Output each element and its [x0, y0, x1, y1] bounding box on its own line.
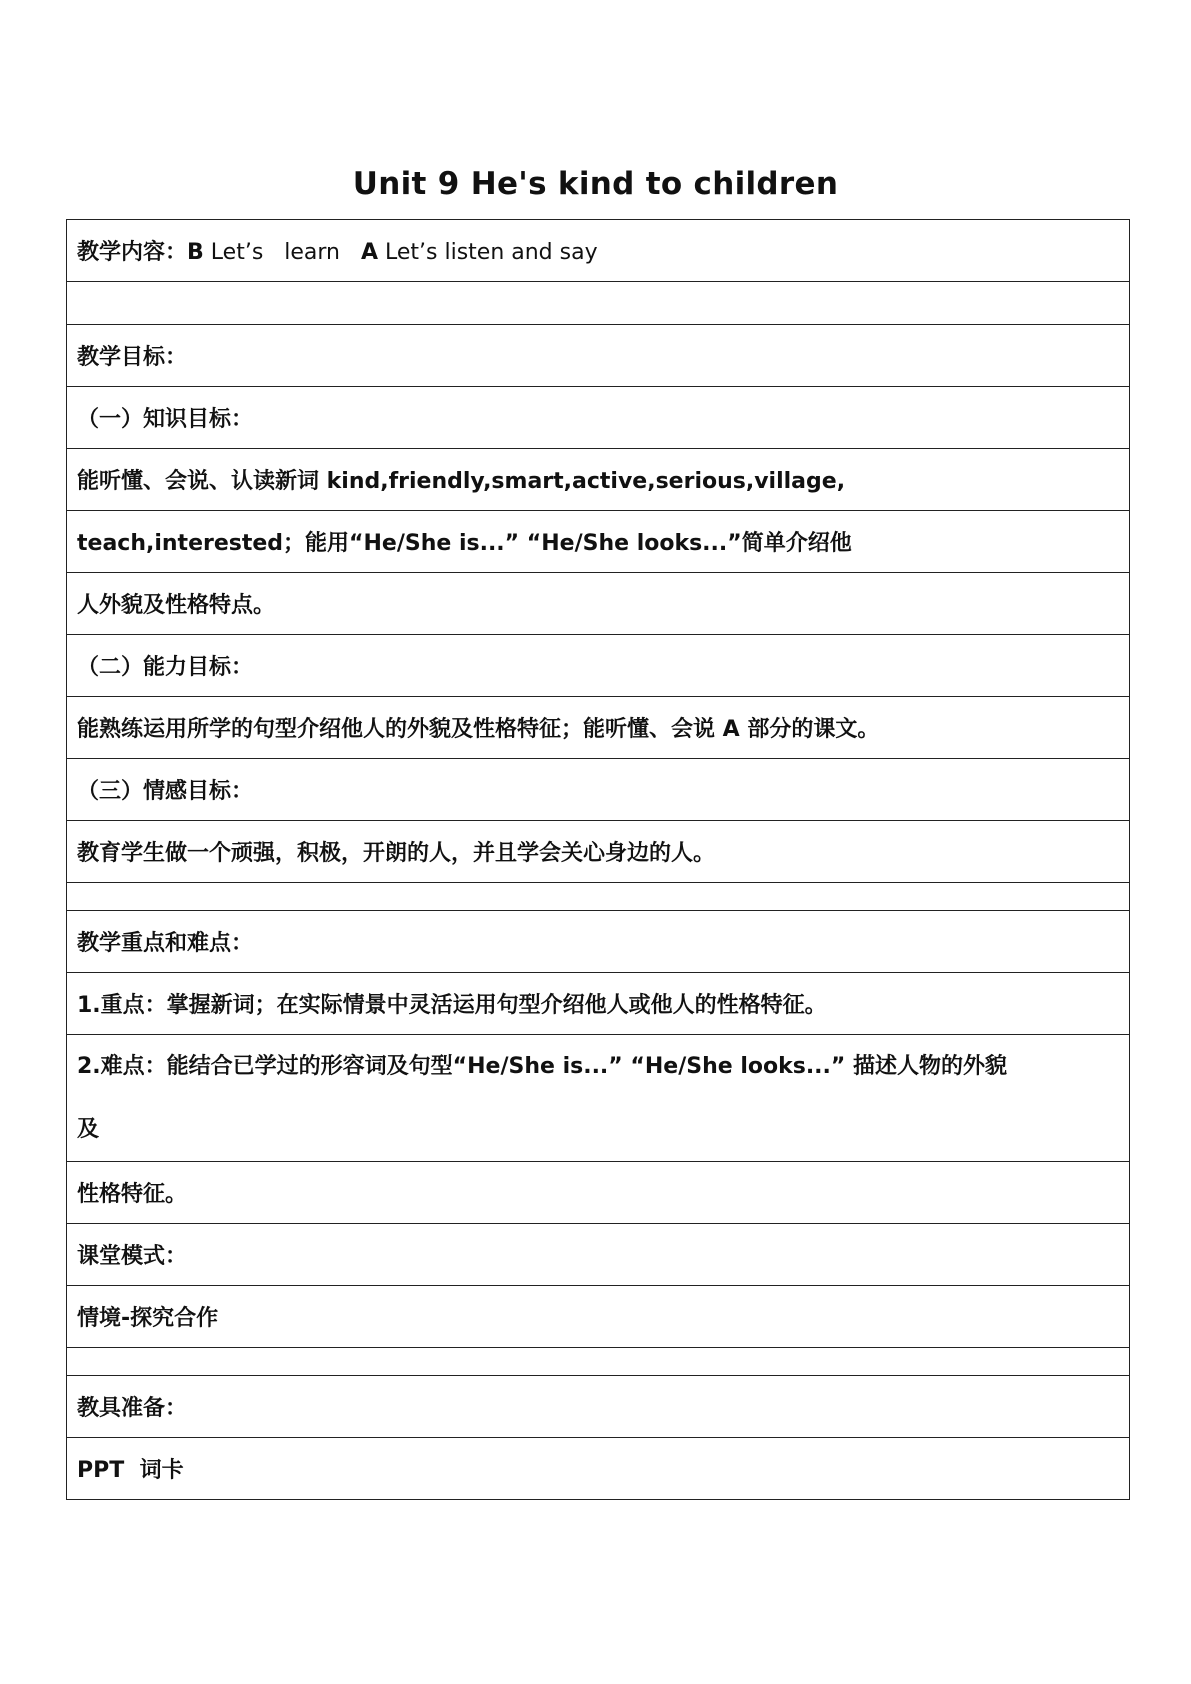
knowledge-objective-line-1: 能听懂、会说、认读新词 kind,friendly,smart,active,serious,village,: [67, 449, 1130, 511]
knowledge-objective-line-2: teach,interested；能用“He/She is...” “He/She looks...”简单介绍他: [67, 511, 1130, 573]
table-row: [67, 911, 1130, 973]
part-b-text: Let’s learn: [203, 240, 361, 265]
difficulty-point-cell: [67, 1035, 1130, 1162]
table-row: [67, 1286, 1130, 1348]
table-row: [67, 697, 1130, 759]
page-title: Unit 9 He's kind to children: [352, 166, 839, 202]
emotion-objective-heading: （三）情感目标：: [67, 759, 1130, 821]
emotion-objective-text: 教育学生做一个顽强，积极，开朗的人，并且学会关心身边的人。: [67, 821, 1130, 883]
table-row: [67, 1438, 1130, 1500]
table-row: [67, 759, 1130, 821]
table-row: [67, 973, 1130, 1035]
class-mode-heading: 课堂模式：: [67, 1224, 1130, 1286]
table-row: [67, 220, 1130, 282]
table-row: [67, 511, 1130, 573]
ability-objective-text: 能熟练运用所学的句型介绍他人的外貌及性格特征；能听懂、会说 A 部分的课文。: [67, 697, 1130, 759]
part-a-text: Let’s listen and say: [378, 240, 598, 265]
table-row: [67, 573, 1130, 635]
teaching-tools-heading: 教具准备：: [67, 1376, 1130, 1438]
knowledge-objective-heading: （一）知识目标：: [67, 387, 1130, 449]
difficulty-point-line-1: 2.难点：能结合已学过的形容词及句型“He/She is...” “He/She looks...” 描述人物的外貌: [77, 1054, 1008, 1079]
empty-cell: [67, 883, 1130, 911]
difficulty-point-line-3: 性格特征。: [67, 1162, 1130, 1224]
key-points-heading: 教学重点和难点：: [67, 911, 1130, 973]
table-row: [67, 821, 1130, 883]
teaching-tools-value: PPT 词卡: [67, 1438, 1130, 1500]
empty-cell: [67, 1348, 1130, 1376]
ability-objective-heading: （二）能力目标：: [67, 635, 1130, 697]
table-row: [67, 1376, 1130, 1438]
part-a-marker: A: [360, 240, 378, 265]
knowledge-objective-line-3: 人外貌及性格特点。: [67, 573, 1130, 635]
table-row: [67, 1035, 1130, 1162]
table-row: [67, 449, 1130, 511]
class-mode-value: 情境-探究合作: [67, 1286, 1130, 1348]
empty-cell: [67, 282, 1130, 325]
difficulty-point-line-2: 及: [77, 1117, 100, 1142]
table-row: [67, 635, 1130, 697]
table-row: [67, 325, 1130, 387]
empty-row: [67, 1348, 1130, 1376]
lesson-plan-table: [66, 219, 1130, 1500]
table-row: [67, 387, 1130, 449]
table-row: [67, 1224, 1130, 1286]
focus-point-text: 1.重点：掌握新词；在实际情景中灵活运用句型介绍他人或他人的性格特征。: [67, 973, 1130, 1035]
part-b-marker: B: [187, 240, 204, 265]
teaching-content-cell: [67, 220, 1130, 282]
empty-row: [67, 883, 1130, 911]
table-row: [67, 1162, 1130, 1224]
teaching-content-label: 教学内容：: [77, 240, 188, 265]
objectives-heading: 教学目标：: [67, 325, 1130, 387]
empty-row: [67, 282, 1130, 325]
